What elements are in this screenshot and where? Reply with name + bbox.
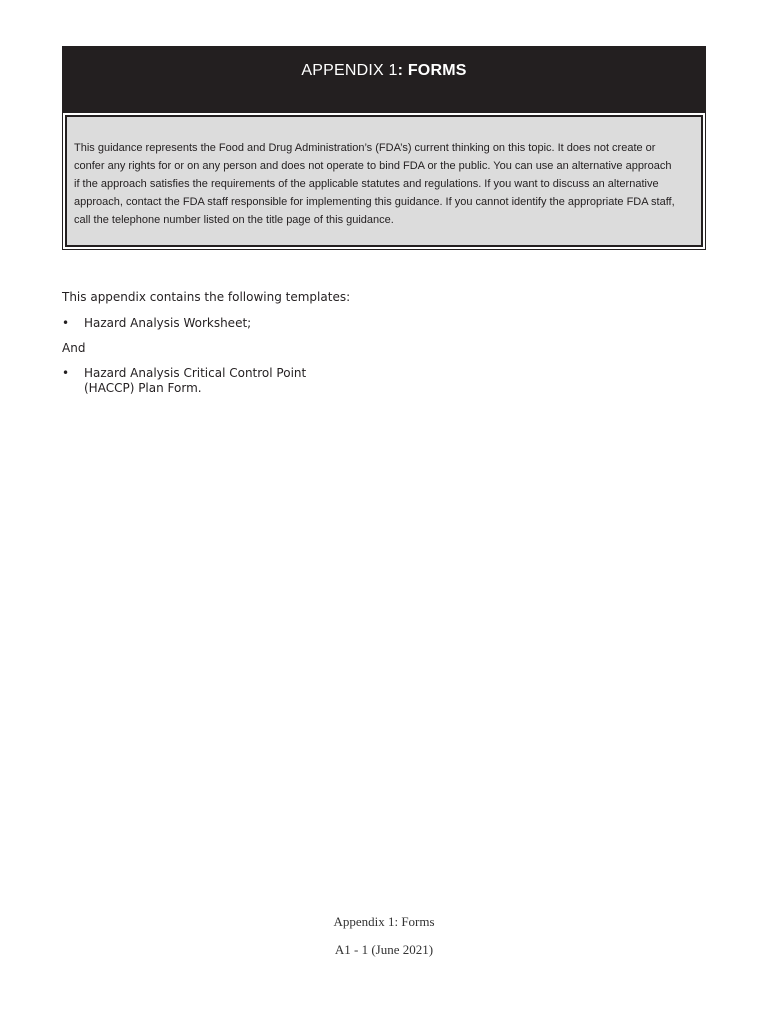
disclaimer-text: This guidance represents the Food and Drug Administration’s (FDA’s) current thinking on this topic. It does not create or confer any rights for or on any person and does not operate to bind FDA or the public. You can use an alternative approach if the approach satisfies the requirements of the applicable statutes and regulations. If you want to discuss an alternative approach, contact the FDA staff responsible for implementing this guidance. If you cannot identify the appropriate FDA staff, call the telephone number listed on the title page of this guidance. [65, 115, 703, 247]
bullet-icon: • [62, 316, 70, 330]
list-item-text: Hazard Analysis Critical Control Point (HACCP) Plan Form. [84, 366, 307, 395]
bullet-icon: • [62, 366, 70, 380]
list-item-text: Hazard Analysis Worksheet; [84, 316, 252, 330]
connector-text: And [62, 341, 86, 355]
footer-section-title: Appendix 1: Forms [333, 914, 435, 929]
footer-page-number: A1 - 1 (June 2021) [334, 942, 434, 957]
page-title-suffix: : FORMS [397, 62, 467, 79]
intro-text: This appendix contains the following templates: [62, 290, 351, 304]
page-title [62, 62, 706, 80]
disclaimer-box [62, 112, 706, 250]
page-title-prefix: APPENDIX 1 [301, 62, 398, 79]
appendix-header-bar [62, 46, 706, 112]
